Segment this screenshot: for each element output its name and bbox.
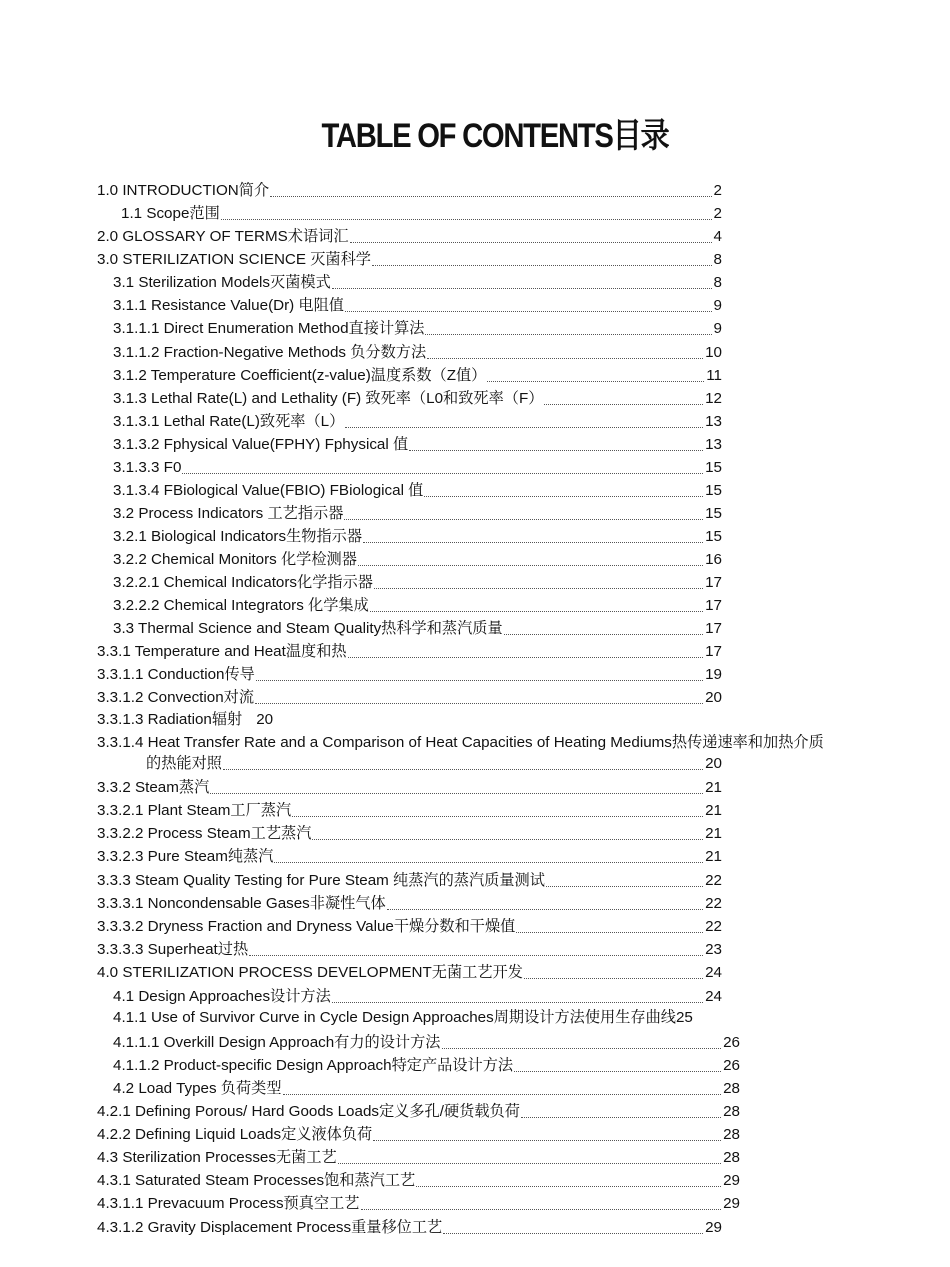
toc-entry-3-2[interactable] [113, 501, 722, 523]
toc-entry-text: 3.3.1.4 Heat Transfer Rate and a Comparison of Heat Capacities of Heating Mediums热传递速率和加热介质 [97, 734, 824, 751]
toc-entry-text: 3.3 Thermal Science and Steam Quality热科学和蒸汽质量 [113, 620, 503, 637]
toc-entry-text: 3.2 Process Indicators 工艺指示器 [113, 505, 344, 522]
toc-entry-text: 3.3.1.2 Convection对流 [97, 689, 255, 706]
toc-page-number: 2 [713, 205, 722, 222]
toc-entry-text: 4.3.1.1 Prevacuum Process预真空工艺 [97, 1195, 360, 1212]
toc-entry-text: 3.3.3 Steam Quality Testing for Pure Steam 纯蒸汽的蒸汽质量测试 [97, 872, 545, 889]
dot-leader [427, 357, 703, 359]
dot-leader [514, 1070, 721, 1072]
toc-entry-3-3-1[interactable] [97, 639, 722, 661]
toc-page-number: 23 [705, 941, 722, 958]
dot-leader [182, 472, 703, 474]
toc-entry-3-3-1-4-cont[interactable] [146, 751, 722, 773]
toc-page-number: 8 [713, 274, 722, 291]
toc-entry-text: 4.2.1 Defining Porous/ Hard Goods Loads定义多孔/硬货载负荷 [97, 1103, 520, 1120]
toc-page-number: 28 [723, 1126, 740, 1143]
toc-entry-text: 4.3.1.2 Gravity Displacement Process重量移位工艺 [97, 1219, 443, 1236]
dot-leader [425, 333, 711, 335]
toc-page-number: 21 [705, 802, 722, 819]
toc-page-number: 4 [713, 228, 722, 245]
toc-entry-text: 3.3.3.3 Superheat过热 [97, 941, 249, 958]
toc-entry-text: 4.1 Design Approaches设计方法 [113, 988, 331, 1005]
toc-entry-text: 3.1.3.2 Fphysical Value(FPHY) Fphysical 值 [113, 436, 409, 453]
dot-leader [332, 1001, 703, 1003]
toc-entry-1-0[interactable] [97, 178, 722, 200]
toc-page-number: 13 [705, 413, 722, 430]
dot-leader [358, 564, 703, 566]
toc-entry-4-1-1[interactable] [113, 1009, 693, 1027]
toc-entry-text: 2.0 GLOSSARY OF TERMS术语词汇 [97, 228, 349, 245]
toc-page-number: 19 [705, 666, 722, 683]
dot-leader [338, 1162, 721, 1164]
dot-leader [361, 1208, 722, 1210]
toc-page-number: 21 [705, 848, 722, 865]
toc-entry-text: 3.1.1 Resistance Value(Dr) 电阻值 [113, 297, 344, 314]
dot-leader [516, 931, 703, 933]
toc-entry-text: 3.3.3.2 Dryness Fraction and Dryness Value干燥分数和干燥值 [97, 918, 516, 935]
toc-entry-4-2[interactable] [113, 1076, 740, 1098]
toc-entry-3-3-3-1[interactable] [97, 891, 722, 913]
dot-leader [442, 1047, 722, 1049]
toc-entry-text: 3.1.1.1 Direct Enumeration Method直接计算法 [113, 320, 425, 337]
dot-leader [363, 541, 703, 543]
toc-entry-3-1[interactable] [113, 270, 722, 292]
dot-leader [274, 861, 703, 863]
toc-page-number: 10 [705, 344, 722, 361]
toc-page-number: 17 [705, 643, 722, 660]
toc-entry-3-1-1-1[interactable] [113, 316, 722, 338]
toc-page-number: 9 [713, 320, 722, 337]
toc-entry-3-3-2[interactable] [97, 775, 722, 797]
dot-leader [487, 380, 704, 382]
dot-leader [348, 656, 704, 658]
toc-entry-3-2-2-2[interactable] [113, 593, 722, 615]
toc-page-number: 24 [705, 988, 722, 1005]
dot-leader [223, 768, 703, 770]
toc-entry-text: 3.3.2.1 Plant Steam工厂蒸汽 [97, 802, 292, 819]
toc-entry-4-3-1[interactable] [97, 1168, 740, 1190]
toc-page-number: 21 [705, 825, 722, 842]
dot-leader [374, 587, 703, 589]
dot-leader [387, 908, 703, 910]
toc-entry-4-3-1-2[interactable] [97, 1215, 722, 1237]
toc-page-number: 8 [713, 251, 722, 268]
toc-entry-4-3[interactable] [97, 1145, 740, 1167]
toc-entry-text: 3.1.3.4 FBiological Value(FBIO) FBiological 值 [113, 482, 424, 499]
toc-entry-3-3-1-3[interactable] [97, 711, 273, 729]
dot-leader [292, 815, 703, 817]
dot-leader [544, 403, 703, 405]
toc-entry-text: 4.3.1 Saturated Steam Processes饱和蒸汽工艺 [97, 1172, 416, 1189]
toc-entry-text: 4.2.2 Defining Liquid Loads定义液体负荷 [97, 1126, 373, 1143]
toc-page-number: 20 [705, 689, 722, 706]
dot-leader [249, 954, 703, 956]
dot-leader [345, 310, 712, 312]
toc-entry-text: 3.3.1.3 Radiation辐射 [97, 711, 243, 728]
toc-entry-text: 3.1.3 Lethal Rate(L) and Lethality (F) 致死率（L0和致死率（F） [113, 390, 544, 407]
toc-entry-3-2-2-1[interactable] [113, 570, 722, 592]
toc-entry-4-2-1[interactable] [97, 1099, 740, 1121]
toc-entry-3-1-2[interactable] [113, 363, 722, 385]
toc-entry-text: 3.1.2 Temperature Coefficient(z-value)温度系数（Z值） [113, 367, 487, 384]
toc-page-number: 15 [705, 505, 722, 522]
dot-leader [409, 449, 703, 451]
toc-page-number: 26 [723, 1057, 740, 1074]
toc-page-number: 29 [705, 1219, 722, 1236]
toc-page-number: 12 [705, 390, 722, 407]
dot-leader [372, 264, 712, 266]
dot-leader [524, 977, 703, 979]
toc-page-number: 15 [705, 482, 722, 499]
toc-entry-3-3-2-1[interactable] [97, 798, 722, 820]
toc-entry-text: 3.2.2 Chemical Monitors 化学检测器 [113, 551, 357, 568]
toc-entry-3-1-3-2[interactable] [113, 432, 722, 454]
toc-entry-3-1-3-4[interactable] [113, 478, 722, 500]
dot-leader [344, 518, 703, 520]
toc-entry-text-continued: 的热能对照 [146, 755, 222, 772]
toc-entry-3-1-1[interactable] [113, 293, 722, 315]
toc-entry-text: 3.1.1.2 Fraction-Negative Methods 负分数方法 [113, 344, 427, 361]
toc-page-number: 22 [705, 872, 722, 889]
toc-page-number: 22 [705, 918, 722, 935]
toc-entry-4-0[interactable] [97, 960, 722, 982]
dot-leader [443, 1232, 703, 1234]
toc-page-number: 28 [723, 1149, 740, 1166]
toc-entry-4-3-1-1[interactable] [97, 1191, 740, 1213]
toc-entry-4-1[interactable] [113, 984, 722, 1006]
toc-entry-3-3-3-3[interactable] [97, 937, 722, 959]
dot-leader [373, 1139, 721, 1141]
page-title: TABLE OF CONTENTS目录 [321, 117, 669, 155]
toc-entry-3-2-2[interactable] [113, 547, 722, 569]
toc-entry-text: 3.1.3.1 Lethal Rate(L)致死率（L） [113, 413, 345, 430]
dot-leader [270, 195, 711, 197]
toc-entry-1-1[interactable] [121, 201, 722, 223]
toc-page-number: 9 [713, 297, 722, 314]
toc-entry-text: 3.3.1.1 Conduction传导 [97, 666, 255, 683]
toc-page-number: 17 [705, 620, 722, 637]
toc-page-number: 11 [706, 367, 722, 384]
toc-entry-text: 4.1.1.1 Overkill Design Approach有力的设计方法 [113, 1034, 441, 1051]
toc-entry-text: 3.3.2 Steam蒸汽 [97, 779, 210, 796]
dot-leader [332, 287, 712, 289]
toc-page-number: 2 [713, 182, 722, 199]
dot-leader [350, 241, 712, 243]
toc-entry-text: 4.1.1 Use of Survivor Curve in Cycle Design Approaches周期设计方法使用生存曲线 [113, 1009, 676, 1026]
toc-page-number: 20 [705, 755, 722, 772]
toc-entry-3-1-3-3[interactable] [113, 455, 722, 477]
toc-entry-text: 3.1 Sterilization Models灭菌模式 [113, 274, 331, 291]
dot-leader [283, 1093, 722, 1095]
toc-entry-text: 3.2.2.2 Chemical Integrators 化学集成 [113, 597, 369, 614]
toc-page-number: 17 [705, 574, 722, 591]
toc-page-number: 26 [723, 1034, 740, 1051]
toc-page-number: 29 [723, 1195, 740, 1212]
dot-leader [416, 1185, 721, 1187]
dot-leader [345, 426, 703, 428]
toc-entry-text: 4.0 STERILIZATION PROCESS DEVELOPMENT无菌工艺开发 [97, 964, 523, 981]
dot-leader [255, 702, 703, 704]
toc-entry-text: 3.2.2.1 Chemical Indicators化学指示器 [113, 574, 373, 591]
toc-entry-text: 3.3.3.1 Noncondensable Gases非凝性气体 [97, 895, 386, 912]
dot-leader [521, 1116, 721, 1118]
toc-entry-3-3[interactable] [113, 616, 722, 638]
toc-entry-3-3-3-2[interactable] [97, 914, 722, 936]
toc-entry-4-1-1-2[interactable] [113, 1053, 740, 1075]
toc-entry-text: 3.3.1 Temperature and Heat温度和热 [97, 643, 347, 660]
toc-page-number: 17 [705, 597, 722, 614]
toc-entry-3-3-1-2[interactable] [97, 685, 722, 707]
dot-leader [370, 610, 703, 612]
toc-entry-text: 4.1.1.2 Product-specific Design Approach特定产品设计方法 [113, 1057, 514, 1074]
toc-entry-4-1-1-1[interactable] [113, 1030, 740, 1052]
toc-entry-3-2-1[interactable] [113, 524, 722, 546]
toc-page-number: 15 [705, 528, 722, 545]
dot-leader [221, 218, 712, 220]
toc-page-number: 28 [723, 1080, 740, 1097]
dot-leader [210, 792, 703, 794]
toc-page-number: 25 [675, 1009, 693, 1026]
toc-entry-3-0[interactable] [97, 247, 722, 269]
dot-leader [424, 495, 703, 497]
dot-leader [504, 633, 703, 635]
toc-entry-3-3-1-4[interactable] [97, 734, 824, 752]
toc-entry-text: 3.3.2.2 Process Steam工艺蒸汽 [97, 825, 312, 842]
toc-entry-3-1-3-1[interactable] [113, 409, 722, 431]
toc-entry-text: 1.0 INTRODUCTION简介 [97, 182, 270, 199]
toc-page-number: 29 [723, 1172, 740, 1189]
toc-entry-text: 3.2.1 Biological Indicators生物指示器 [113, 528, 363, 545]
toc-page-number: 22 [705, 895, 722, 912]
toc-entry-text: 4.3 Sterilization Processes无菌工艺 [97, 1149, 337, 1166]
toc-page-number: 13 [705, 436, 722, 453]
toc-page-number: 28 [723, 1103, 740, 1120]
toc-entry-3-1-3[interactable] [113, 386, 722, 408]
dot-leader [546, 885, 703, 887]
toc-page-number: 20 [256, 711, 274, 728]
dot-leader [256, 679, 703, 681]
toc-entry-text: 1.1 Scope范围 [121, 205, 220, 222]
toc-entry-3-3-2-2[interactable] [97, 821, 722, 843]
toc-entry-text: 3.3.2.3 Pure Steam纯蒸汽 [97, 848, 274, 865]
toc-page-number: 16 [705, 551, 722, 568]
toc-entry-3-3-1-1[interactable] [97, 662, 722, 684]
toc-page-number: 21 [705, 779, 722, 796]
toc-entry-text: 3.0 STERILIZATION SCIENCE 灭菌科学 [97, 251, 371, 268]
toc-page-number: 15 [705, 459, 722, 476]
toc-entry-text: 4.2 Load Types 负荷类型 [113, 1080, 282, 1097]
toc-entry-4-2-2[interactable] [97, 1122, 740, 1144]
toc-entry-text: 3.1.3.3 F0 [113, 459, 182, 476]
toc-entry-3-3-3[interactable] [97, 868, 722, 890]
toc-entry-2-0[interactable] [97, 224, 722, 246]
toc-entry-3-1-1-2[interactable] [113, 340, 722, 362]
toc-page-number: 24 [705, 964, 722, 981]
dot-leader [312, 838, 703, 840]
toc-entry-3-3-2-3[interactable] [97, 844, 722, 866]
